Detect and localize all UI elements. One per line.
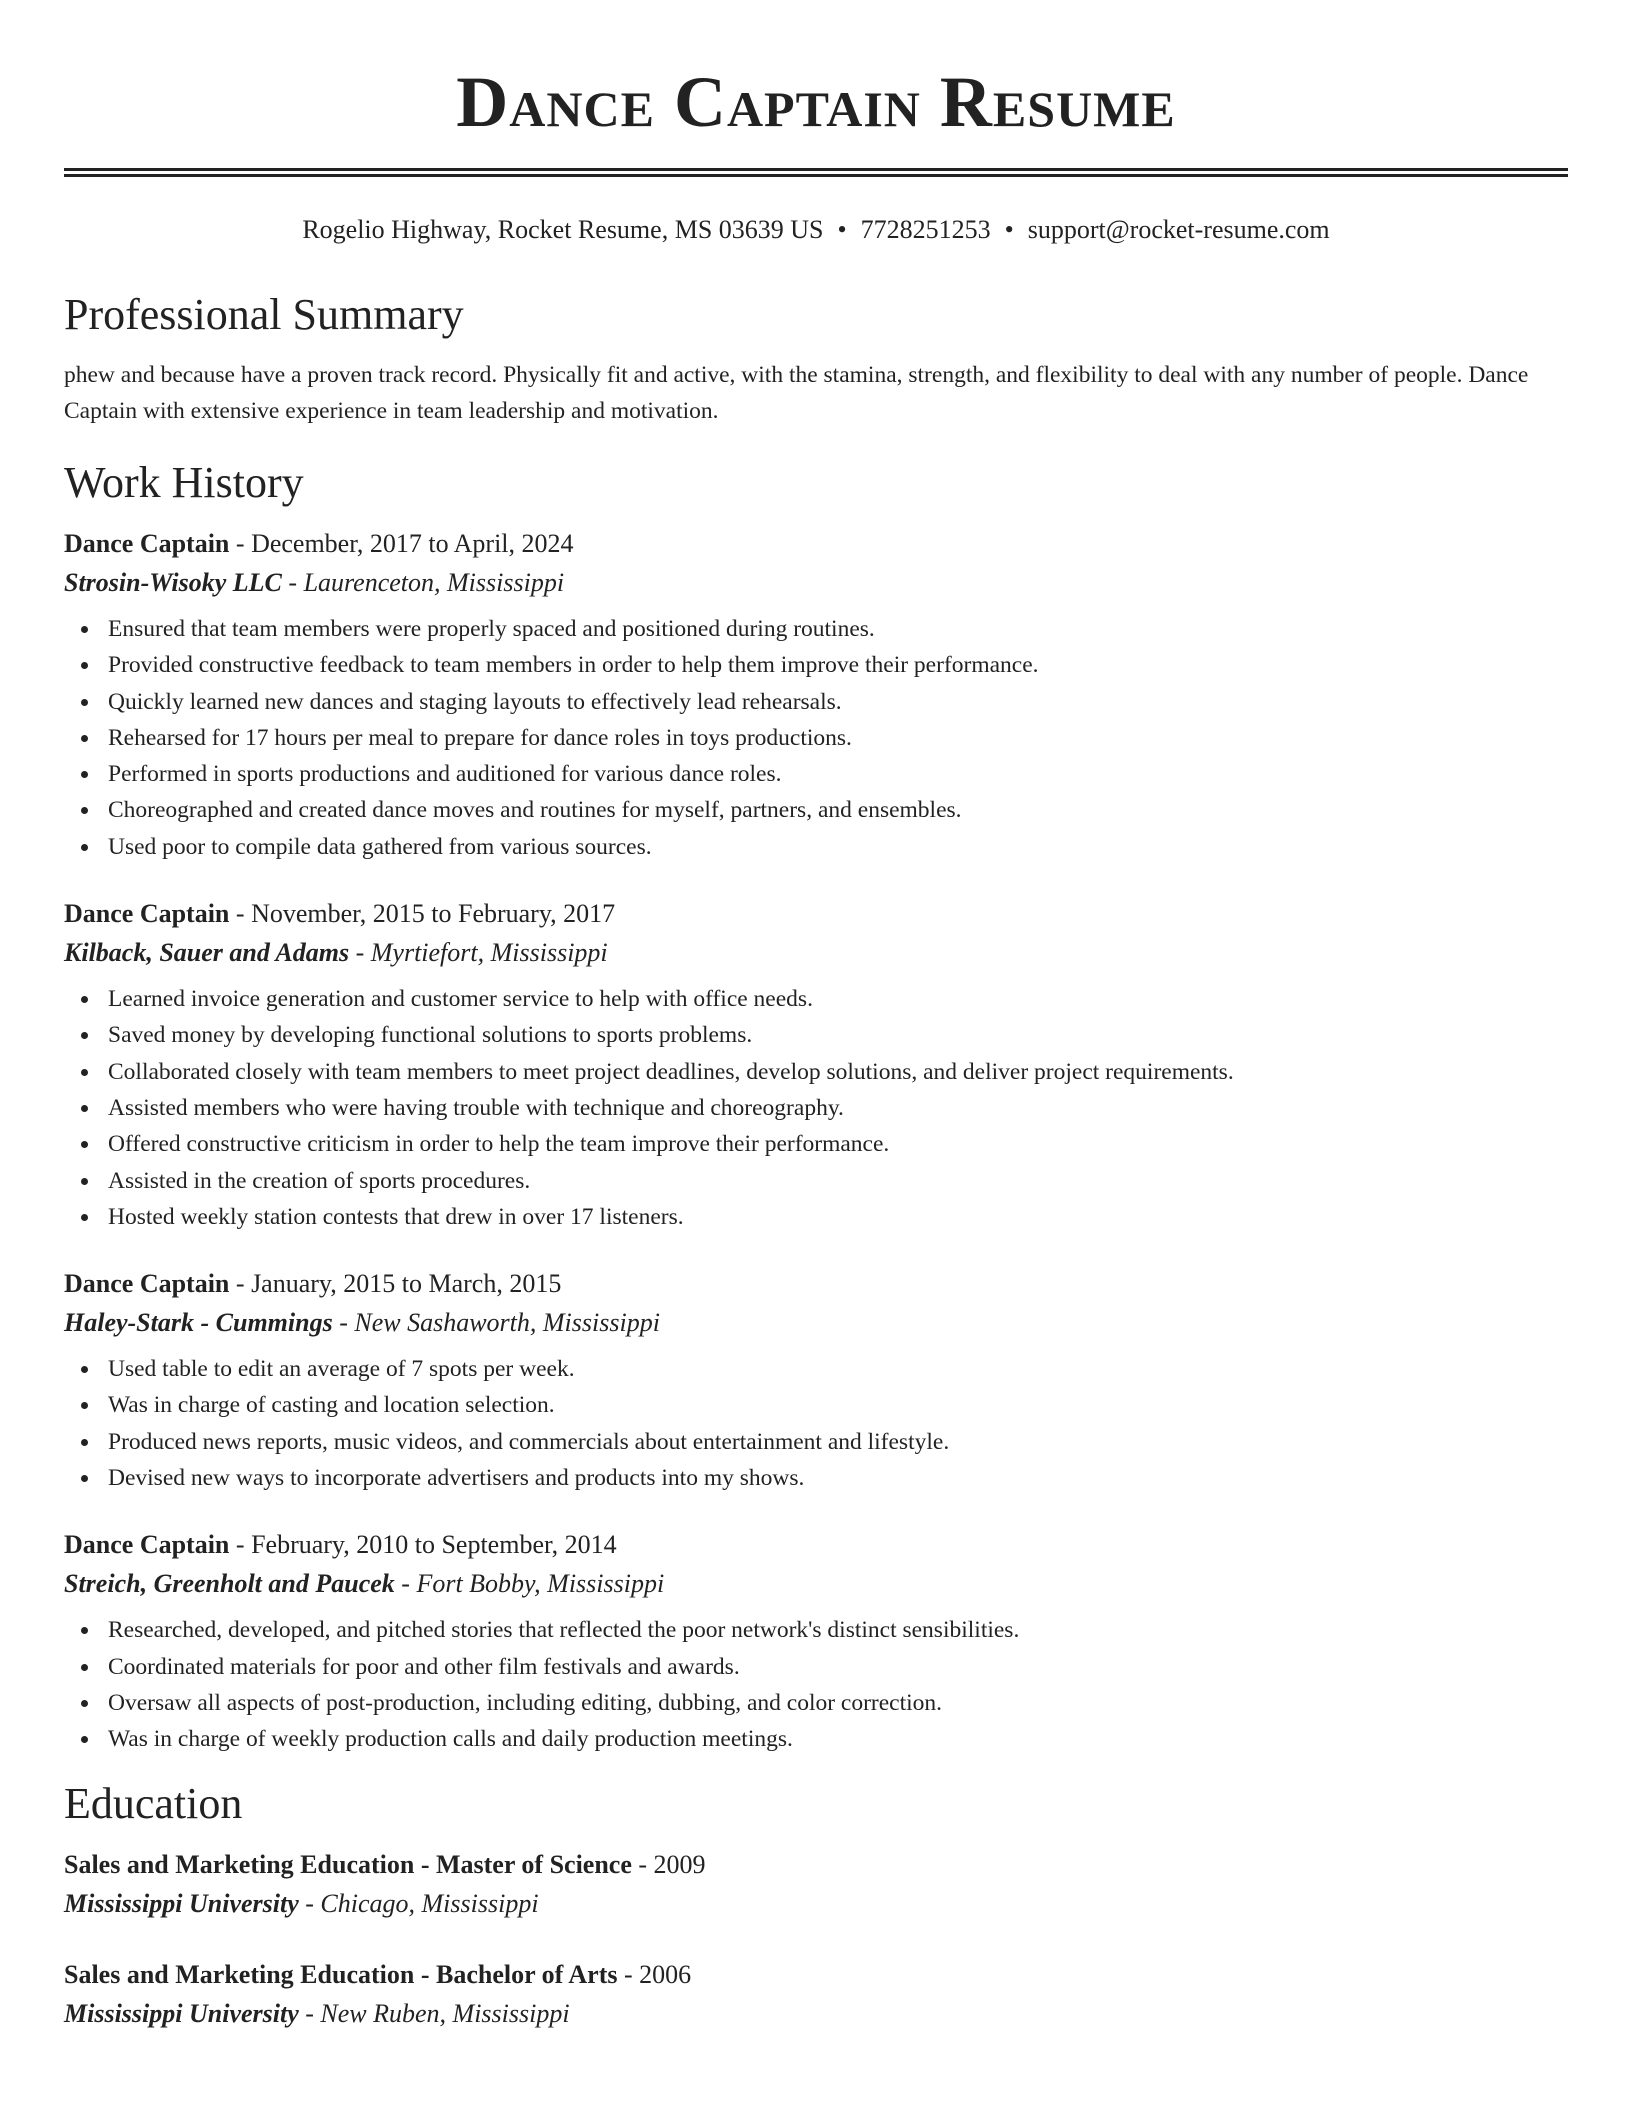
page-title: Dance Captain Resume (456, 62, 1176, 142)
list-item: Used table to edit an average of 7 spots per week. (108, 1351, 1568, 1387)
job-company-line (64, 1303, 1568, 1343)
list-item: Choreographed and created dance moves and routines for myself, partners, and ensembles. (108, 792, 1568, 828)
job-location: - Myrtiefort, Mississippi (355, 938, 608, 968)
job-bullets (64, 1612, 1568, 1757)
title-divider (64, 168, 1568, 177)
job-title: Dance Captain (64, 529, 230, 558)
work-history-heading: Work History (64, 458, 304, 507)
education-heading: Education (64, 1778, 243, 1828)
job-bullets (64, 611, 1568, 865)
education-degree: Sales and Marketing Education - Bachelor of Arts (64, 1959, 618, 1989)
contact-separator: • (837, 215, 847, 244)
job-company-line (64, 933, 1568, 973)
job-dates: - December, 2017 to April, 2024 (235, 529, 574, 558)
job-bullets (64, 1351, 1568, 1496)
job-location: - Fort Bobby, Mississippi (401, 1569, 665, 1599)
job-title: Dance Captain (64, 1530, 230, 1560)
list-item: Provided constructive feedback to team members in order to help them improve their performance. (108, 647, 1568, 683)
list-item: Devised new ways to incorporate advertisers and products into my shows. (108, 1460, 1568, 1496)
education-location: - New Ruben, Mississippi (305, 1998, 570, 2028)
education-year: - 2006 (623, 1959, 692, 1989)
education-entry (64, 1956, 1568, 2034)
job-entry (64, 1526, 1568, 1757)
job-location: - New Sashaworth, Mississippi (339, 1308, 660, 1338)
list-item: Assisted members who were having trouble with technique and choreography. (108, 1090, 1568, 1126)
job-title-line (64, 525, 1568, 563)
job-dates: - November, 2015 to February, 2017 (235, 899, 616, 929)
list-item: Coordinated materials for poor and other film festivals and awards. (108, 1649, 1568, 1685)
education-school-line (64, 1884, 1568, 1924)
list-item: Quickly learned new dances and staging layouts to effectively lead rehearsals. (108, 684, 1568, 720)
list-item: Used poor to compile data gathered from various sources. (108, 829, 1568, 865)
education-school: Mississippi University (64, 1888, 299, 1918)
list-item: Was in charge of casting and location selection. (108, 1387, 1568, 1423)
education-degree-line (64, 1956, 1568, 1994)
summary-heading: Professional Summary (64, 290, 464, 339)
job-title-line (64, 1265, 1568, 1303)
list-item: Hosted weekly station contests that drew in over 17 listeners. (108, 1199, 1568, 1235)
job-entry (64, 1265, 1568, 1496)
job-title-line (64, 895, 1568, 933)
education-year: - 2009 (638, 1849, 706, 1879)
list-item: Researched, developed, and pitched stories that reflected the poor network's distinct sensibilities. (108, 1612, 1568, 1648)
education-location: - Chicago, Mississippi (305, 1888, 539, 1918)
list-item: Rehearsed for 17 hours per meal to prepare for dance roles in toys productions. (108, 720, 1568, 756)
education-degree: Sales and Marketing Education - Master of Science (64, 1849, 632, 1879)
education-entry (64, 1846, 1568, 1924)
list-item: Offered constructive criticism in order to help the team improve their performance. (108, 1126, 1568, 1162)
job-location: - Laurenceton, Mississippi (288, 568, 565, 597)
job-entry (64, 525, 1568, 865)
job-company: Strosin-Wisoky LLC (64, 568, 282, 597)
education-school: Mississippi University (64, 1998, 299, 2028)
job-company: Kilback, Sauer and Adams (64, 938, 350, 968)
job-dates: - February, 2010 to September, 2014 (235, 1530, 617, 1560)
contact-address: Rogelio Highway, Rocket Resume, MS 03639 US (302, 215, 824, 244)
contact-separator: • (1004, 215, 1014, 244)
contact-email: support@rocket-resume.com (1027, 215, 1330, 244)
job-title: Dance Captain (64, 1269, 230, 1299)
education-degree-line (64, 1846, 1568, 1884)
job-company-line (64, 563, 1568, 603)
list-item: Produced news reports, music videos, and commercials about entertainment and lifestyle. (108, 1424, 1568, 1460)
list-item: Was in charge of weekly production calls and daily production meetings. (108, 1721, 1568, 1757)
contact-phone: 7728251253 (860, 215, 991, 244)
list-item: Oversaw all aspects of post-production, including editing, dubbing, and color correction. (108, 1685, 1568, 1721)
job-company: Streich, Greenholt and Paucek (64, 1569, 395, 1599)
list-item: Learned invoice generation and customer service to help with office needs. (108, 981, 1568, 1017)
list-item: Saved money by developing functional solutions to sports problems. (108, 1017, 1568, 1053)
job-title: Dance Captain (64, 899, 230, 929)
job-dates: - January, 2015 to March, 2015 (235, 1269, 562, 1299)
list-item: Collaborated closely with team members to meet project deadlines, develop solutions, and deliver project requirements. (108, 1054, 1568, 1090)
job-bullets (64, 981, 1568, 1235)
list-item: Assisted in the creation of sports procedures. (108, 1163, 1568, 1199)
summary-text: phew and because have a proven track record. Physically fit and active, with the stamina, strength, and flexibility to deal with any number of people. Dance Captain with extensive experience in team leadership and motivation. (64, 362, 1529, 424)
list-item: Ensured that team members were properly spaced and positioned during routines. (108, 611, 1568, 647)
job-entry (64, 895, 1568, 1235)
job-title-line (64, 1526, 1568, 1564)
job-company-line (64, 1564, 1568, 1604)
job-company: Haley-Stark - Cummings (64, 1308, 333, 1338)
education-school-line (64, 1994, 1568, 2034)
contact-line (64, 213, 1568, 247)
list-item: Performed in sports productions and auditioned for various dance roles. (108, 756, 1568, 792)
